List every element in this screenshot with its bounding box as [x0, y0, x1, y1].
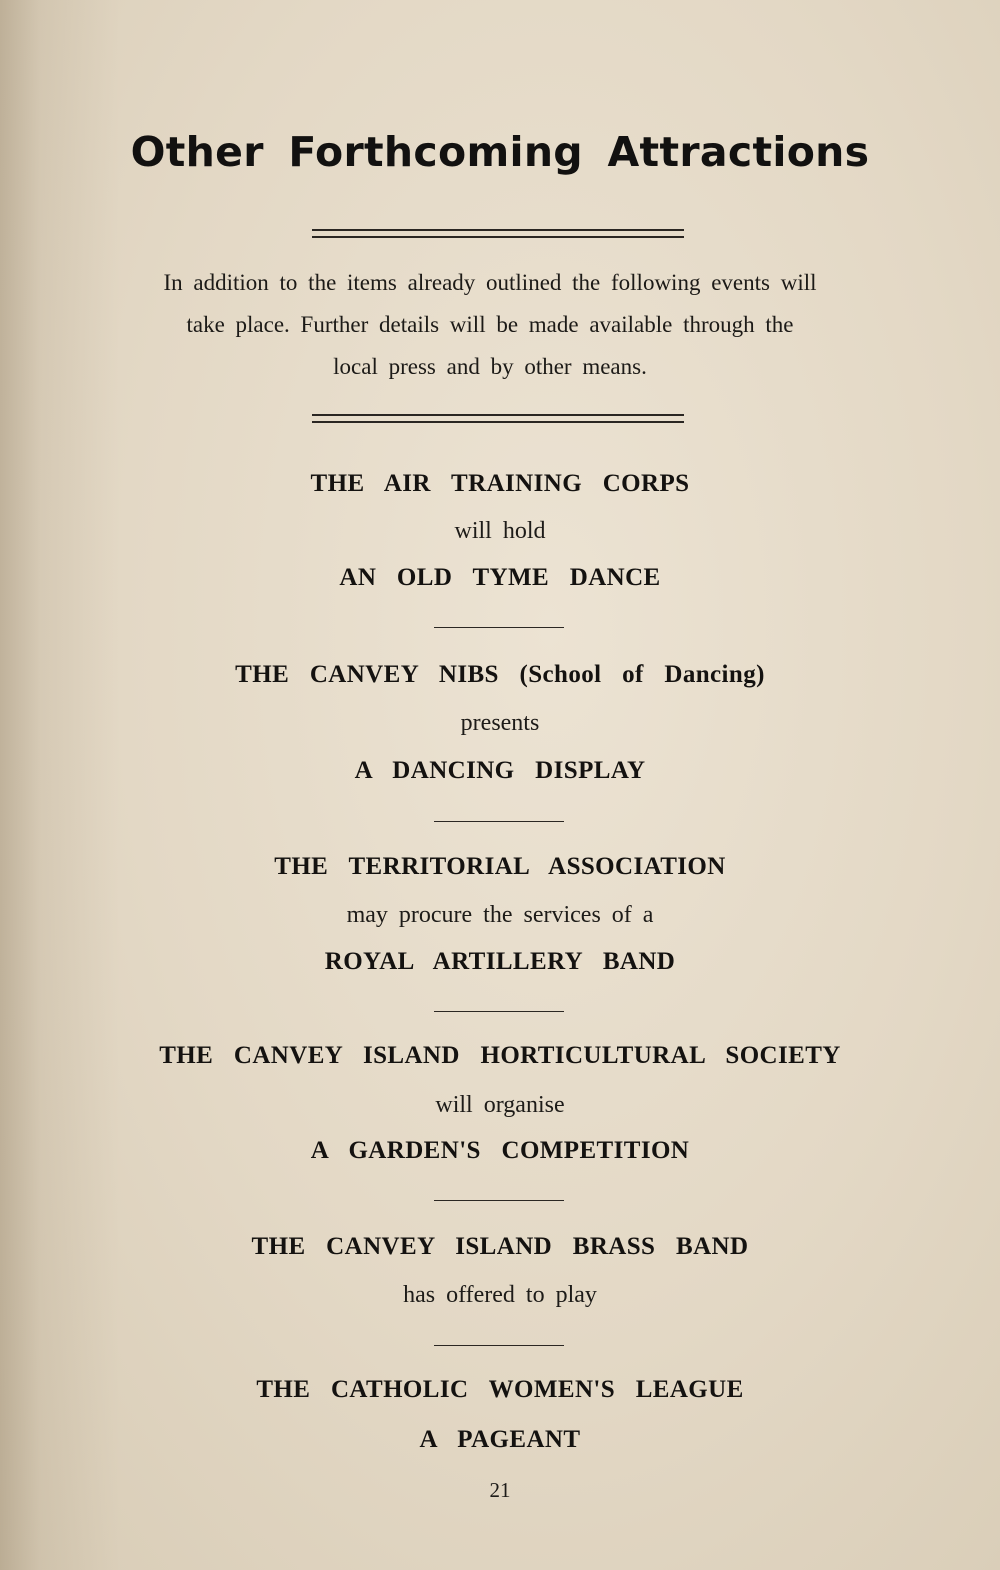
- event-organiser-air-training-corps: THE AIR TRAINING CORPS: [310, 470, 690, 497]
- page-title: Other Forthcoming Attractions: [130, 128, 870, 176]
- separator-rule: [434, 1345, 564, 1346]
- event-connector: may procure the services of a: [346, 902, 654, 928]
- event-title-gardens-competition: A GARDEN'S COMPETITION: [310, 1137, 690, 1164]
- event-title-royal-artillery-band: ROYAL ARTILLERY BAND: [324, 948, 676, 975]
- double-rule-bottom: [312, 414, 684, 423]
- double-rule-top: [312, 229, 684, 238]
- event-title-old-tyme-dance: AN OLD TYME DANCE: [339, 564, 661, 591]
- event-organiser-canvey-nibs: THE CANVEY NIBS (School of Dancing): [235, 661, 765, 688]
- intro-paragraph: In addition to the items already outlined the following events will take place. Further details will be made available through the local press and by other means.: [163, 270, 817, 379]
- separator-rule: [434, 627, 564, 628]
- separator-rule: [434, 1200, 564, 1201]
- event-connector: has offered to play: [403, 1282, 597, 1308]
- separator-rule: [434, 821, 564, 822]
- event-title-dancing-display: A DANCING DISPLAY: [354, 757, 646, 784]
- event-organiser-horticultural-society: THE CANVEY ISLAND HORTICULTURAL SOCIETY: [159, 1042, 841, 1069]
- event-connector: will organise: [435, 1092, 565, 1118]
- event-connector: presents: [460, 710, 540, 736]
- separator-rule: [434, 1011, 564, 1012]
- event-title-pageant: A PAGEANT: [419, 1426, 581, 1453]
- event-connector: will hold: [454, 518, 546, 544]
- event-organiser-territorial-association: THE TERRITORIAL ASSOCIATION: [274, 853, 726, 880]
- event-organiser-catholic-womens-league: THE CATHOLIC WOMEN'S LEAGUE: [256, 1376, 744, 1403]
- page-number: 21: [489, 1478, 511, 1502]
- event-organiser-brass-band: THE CANVEY ISLAND BRASS BAND: [251, 1233, 749, 1260]
